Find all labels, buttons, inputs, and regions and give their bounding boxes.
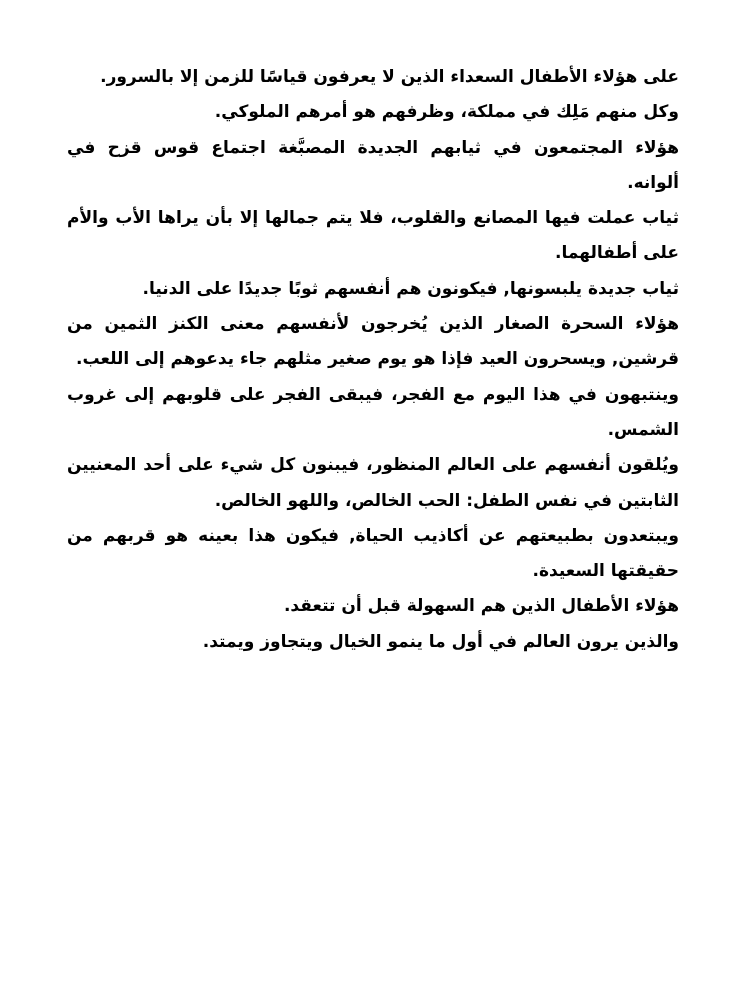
paragraph-10: هؤلاء الأطفال الذين هم السهولة قبل أن تتعقد. [283,596,679,617]
paragraph-11: والذين يرون العالم في أول ما ينمو الخيال ويتجاوز ويمتد. [202,631,679,652]
paragraph-8: ويُلقون أنفسهم على العالم المنظور، فيبنون كل شيء على أحد المعنيين الثابتين في نفس الطفل: الحب الخالص، واللهو الخالص. [67,455,679,511]
paragraph-2: وكل منهم مَلِك في مملكة، وظرفهم هو أمرهم الملوكي. [214,102,679,123]
paragraph-5: ثياب جديدة يلبسونها, فيكونون هم أنفسهم ثوبًا جديدًا على الدنيا. [142,278,679,299]
paragraph-4: ثياب عملت فيها المصانع والقلوب، فلا يتم جمالها إلا بأن يراها الأب والأم على أطفالهما. [67,208,679,264]
paragraph-1: على هؤلاء الأطفال السعداء الذين لا يعرفون قياسًا للزمن إلا بالسرور. [100,67,679,87]
paragraph-7: وينتبهون في هذا اليوم مع الفجر، فيبقى الفجر على قلوبهم إلى غروب الشمس. [67,384,679,440]
document-body [67,60,679,660]
paragraph-3: هؤلاء المجتمعون في ثيابهم الجديدة المصبَّغة اجتماع قوس قزح في ألوانه. [67,137,679,193]
paragraph-6: هؤلاء السحرة الصغار الذين يُخرجون لأنفسهم معنى الكنز الثمين من قرشين, ويسحرون العيد فإذا هو يوم صغير مثلهم جاء يدعوهم إلى اللعب. [67,314,679,370]
paragraph-9: ويبتعدون بطبيعتهم عن أكاذيب الحياة, فيكون هذا بعينه هو قربهم من حقيقتها السعيدة. [67,525,679,582]
